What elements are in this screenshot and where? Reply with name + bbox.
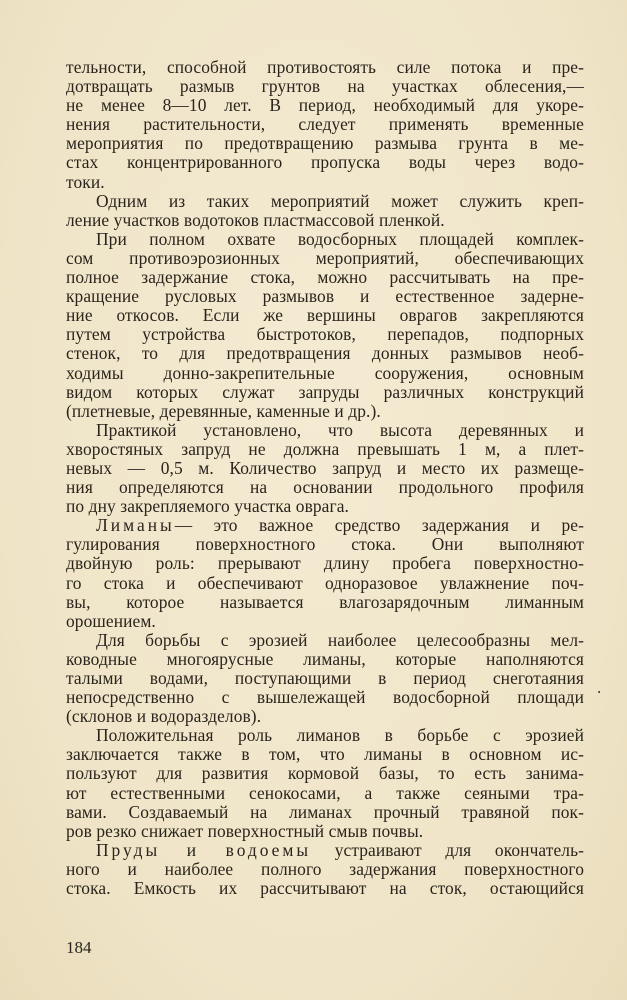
text-line: путем устройства быстротоков, перепадов, подпорных <box>66 324 584 345</box>
text-line: (склонов и водоразделов). <box>66 706 262 727</box>
text-line: нения растительности, следует применять временные <box>66 114 584 135</box>
text-line: непосредственно с вышележащей водосборной площади <box>66 687 584 708</box>
text-line: вы, которое называется влагозарядочным лиманным <box>66 591 584 612</box>
text-line: дотвращать размыв грунтов на участках облесения,— <box>66 76 584 97</box>
text-line: гулирования поверхностного стока. Они выполняют <box>66 534 584 555</box>
text-line: не менее 8—10 лет. В период, необходимый для укоре- <box>66 95 584 116</box>
page-number: 184 <box>66 938 92 957</box>
text-line: го стока и обеспечивают одноразовое увлажнение поч- <box>66 572 584 593</box>
text-line <box>66 841 584 860</box>
text-line: ководные многоярусные лиманы, которые наполняются <box>66 648 584 669</box>
text-line: токи. <box>66 171 105 192</box>
text-line: Одним из таких мероприятий может служить креп- <box>96 190 584 211</box>
text-line: Положительная роль лиманов в борьбе с эрозией <box>96 725 584 746</box>
body-text <box>66 58 584 898</box>
line-rest: — это важное средство задержания и ре- <box>174 515 584 536</box>
text-line: кращение русловых размывов и естественное задерне- <box>66 286 584 307</box>
text-line: сом противоэрозионных мероприятий, обеспечивающих <box>66 247 584 268</box>
text-line: двойную роль: прерывают длину пробега поверхностно- <box>66 553 584 574</box>
text-line: (плетневые, деревянные, каменные и др.). <box>66 400 381 421</box>
text-line: ют естественными сенокосами, а также сеяными тра- <box>66 782 584 803</box>
text-line: стенок, то для предотвращения донных размывов необ- <box>66 343 584 364</box>
text-line: по дну закрепляемого участка оврага. <box>66 496 349 517</box>
text-line: стах концентрированного пропуска воды через водо- <box>66 152 584 173</box>
text-line: талыми водами, поступающими в период снеготаяния <box>66 668 584 688</box>
text-line: ния определяются на основании продольного профиля <box>66 477 584 498</box>
text-line: Практикой установлено, что высота деревянных и <box>96 419 584 440</box>
margin-mark: . <box>597 678 602 697</box>
line-rest: устраивают для окончатель- <box>311 839 585 860</box>
text-line: При полном охвате водосборных площадей комплек- <box>96 228 584 249</box>
text-line: видом которых служат запруды различных конструкций <box>66 381 584 402</box>
text-line: пользуют для развития кормовой базы, то есть занима- <box>66 763 584 784</box>
text-line: тельности, способной противостоять силе потока и пре- <box>66 57 584 77</box>
text-line: орошением. <box>66 610 156 631</box>
text-line: невых — 0,5 м. Количество запруд и место их размеще- <box>66 457 584 478</box>
text-line: Для борьбы с эрозией наиболее целесообразны мел- <box>96 629 584 650</box>
text-line: ление участков водотоков пластмассовой пленкой. <box>66 209 445 230</box>
text-line <box>66 516 584 535</box>
text-line: мероприятия по предотвращению размыва грунта в ме- <box>66 133 584 154</box>
text-line: ние откосов. Если же вершины оврагов закрепляются <box>66 305 584 326</box>
text-line: ного и наиболее полного задержания поверхностного <box>66 858 584 879</box>
text-line: ходимы донно-закрепительные сооружения, основным <box>66 362 584 383</box>
spaced-term: Пруды и водоемы <box>96 839 312 860</box>
text-line: ров резко снижает поверхностный смыв почвы. <box>66 820 424 841</box>
spaced-term: Лиманы <box>96 515 175 536</box>
text-line: стока. Емкость их рассчитывают на сток, остающийся <box>66 878 584 899</box>
text-line: полное задержание стока, можно рассчитывать на пре- <box>66 267 584 288</box>
text-line: заключается также в том, что лиманы в основном ис- <box>66 744 584 765</box>
text-line: вами. Создаваемый на лиманах прочный травяной пок- <box>66 801 584 822</box>
text-line: хворостяных запруд не должна превышать 1 м, а плет- <box>66 438 584 459</box>
